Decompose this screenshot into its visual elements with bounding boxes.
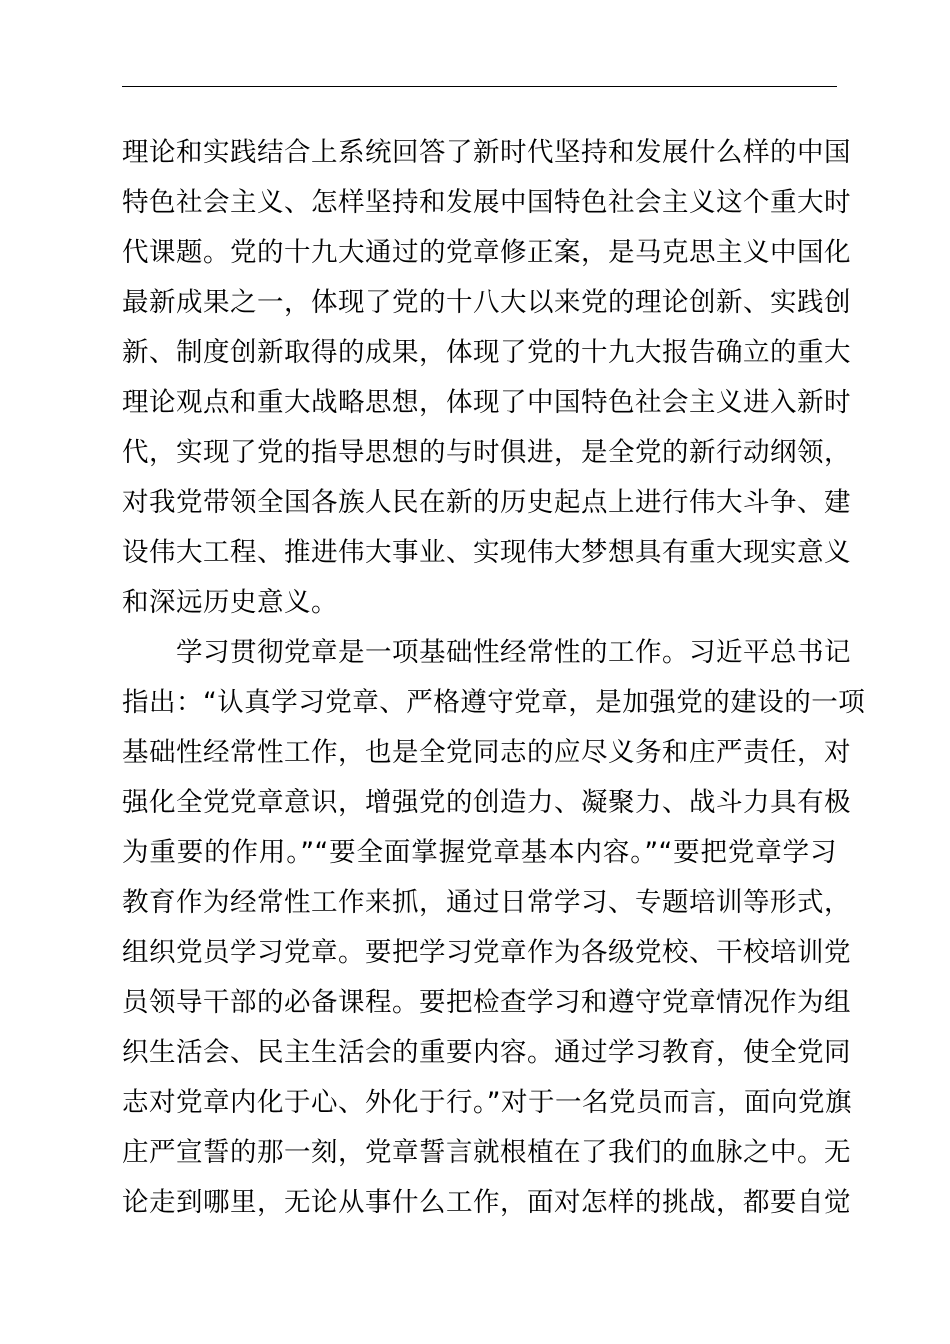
text-line: 基础性经常性工作，也是全党同志的应尽义务和庄严责任，对 (122, 737, 851, 768)
text-line: 织生活会、民主生活会的重要内容。通过学习教育，使全党同 (122, 1037, 851, 1068)
paragraph-2 (122, 628, 866, 1228)
text-line: 理论观点和重大战略思想，体现了中国特色社会主义进入新时 (122, 387, 851, 418)
text-line: 强化全党党章意识，增强党的创造力、凝聚力、战斗力具有极 (122, 787, 851, 818)
paragraph-1 (122, 128, 851, 628)
text-line: 和深远历史意义。 (122, 587, 338, 618)
text-line: 为重要的作用。”“要全面掌握党章基本内容。”“要把党章学习 (122, 837, 837, 868)
text-line: 教育作为经常性工作来抓，通过日常学习、专题培训等形式， (122, 887, 851, 918)
text-line: 学习贯彻党章是一项基础性经常性的工作。习近平总书记 (176, 637, 851, 668)
text-line: 新、制度创新取得的成果，体现了党的十九大报告确立的重大 (122, 337, 851, 368)
text-line: 理论和实践结合上系统回答了新时代坚持和发展什么样的中国 (122, 137, 851, 168)
text-line: 特色社会主义、怎样坚持和发展中国特色社会主义这个重大时 (122, 187, 851, 218)
text-line: 组织党员学习党章。要把学习党章作为各级党校、干校培训党 (122, 937, 851, 968)
text-line: 论走到哪里，无论从事什么工作，面对怎样的挑战，都要自觉 (122, 1187, 851, 1218)
text-line: 指出：“认真学习党章、严格遵守党章，是加强党的建设的一项 (122, 687, 866, 718)
text-line: 最新成果之一，体现了党的十八大以来党的理论创新、实践创 (122, 287, 851, 318)
text-line: 代，实现了党的指导思想的与时俱进，是全党的新行动纲领， (122, 437, 851, 468)
text-line: 志对党章内化于心、外化于行。”对于一名党员而言，面向党旗 (122, 1087, 852, 1118)
text-line: 对我党带领全国各族人民在新的历史起点上进行伟大斗争、建 (122, 487, 851, 518)
header-rule (122, 86, 837, 87)
text-line: 员领导干部的必备课程。要把检查学习和遵守党章情况作为组 (122, 987, 851, 1018)
text-line: 庄严宣誓的那一刻，党章誓言就根植在了我们的血脉之中。无 (122, 1137, 851, 1168)
text-line: 代课题。党的十九大通过的党章修正案，是马克思主义中国化 (122, 237, 851, 268)
text-line: 设伟大工程、推进伟大事业、实现伟大梦想具有重大现实意义 (122, 537, 851, 568)
document-body (122, 128, 866, 1228)
